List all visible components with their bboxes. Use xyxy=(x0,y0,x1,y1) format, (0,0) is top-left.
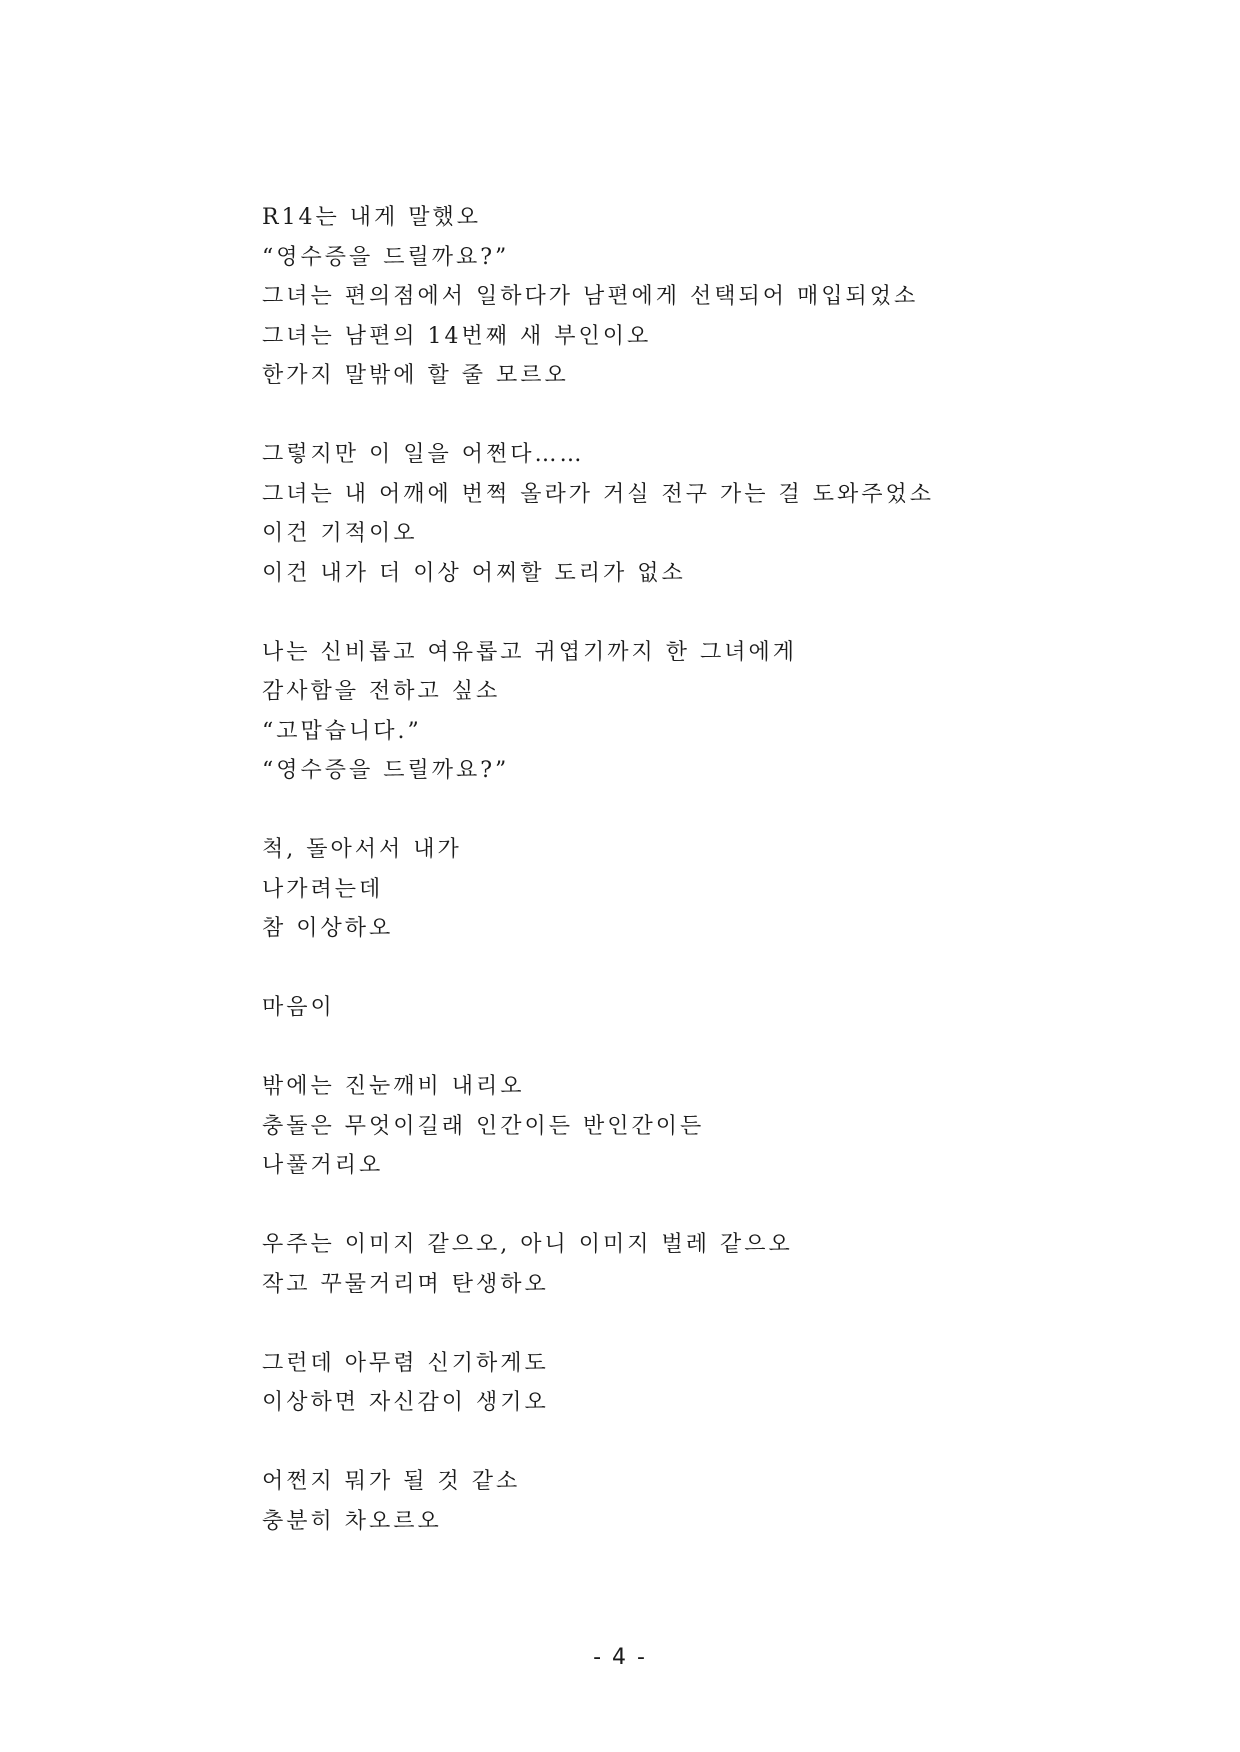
poem-line: 그녀는 내 어깨에 번쩍 올라가 거실 전구 가는 걸 도와주었소 xyxy=(262,481,934,507)
poem-line: 나는 신비롭고 여유롭고 귀엽기까지 한 그녀에게 xyxy=(262,639,798,665)
poem-line: 밖에는 진눈깨비 내리오 xyxy=(262,1074,525,1099)
poem-line: 한가지 말밖에 할 줄 모르오 xyxy=(262,363,569,388)
poem-line: 우주는 이미지 같으오, 아니 이미지 벌레 같으오 xyxy=(262,1232,793,1257)
stanza-2 xyxy=(262,435,1162,593)
poem-line: R14는 내게 말했오 xyxy=(262,205,482,230)
poem-body xyxy=(262,198,1162,1581)
poem-line: 이상하면 자신감이 생기오 xyxy=(262,1390,549,1415)
poem-line: 그녀는 남편의 14번째 새 부인이오 xyxy=(262,323,652,349)
stanza-3 xyxy=(262,633,1162,791)
poem-line: 충돌은 무엇이길래 인간이든 반인간이든 xyxy=(262,1113,705,1139)
poem-line: “영수증을 드릴까요?” xyxy=(262,244,510,270)
stanza-5 xyxy=(262,988,1162,1028)
poem-line: “영수증을 드릴까요?” xyxy=(262,758,510,783)
poem-line: “고맙습니다.” xyxy=(262,718,422,744)
poem-line: 그렇지만 이 일을 어쩐다…… xyxy=(262,442,585,467)
poem-line: 감사함을 전하고 싶소 xyxy=(262,679,501,704)
page-number: - 4 - xyxy=(593,1645,647,1670)
stanza-4 xyxy=(262,830,1162,949)
poem-line: 어쩐지 뭐가 될 것 같소 xyxy=(262,1469,521,1494)
poem-line: 그런데 아무렴 신기하게도 xyxy=(262,1350,549,1376)
stanza-9 xyxy=(262,1462,1162,1541)
poem-line: 그녀는 편의점에서 일하다가 남편에게 선택되어 매입되었소 xyxy=(262,284,919,309)
stanza-1 xyxy=(262,198,1162,396)
poem-line: 마음이 xyxy=(262,995,335,1020)
poem-line: 참 이상하오 xyxy=(262,916,394,941)
poem-line: 나풀거리오 xyxy=(262,1153,384,1178)
stanza-8 xyxy=(262,1344,1162,1423)
poem-line: 나가려는데 xyxy=(262,876,384,902)
poem-line: 이건 내가 더 이상 어찌할 도리가 없소 xyxy=(262,560,686,586)
poem-line: 이건 기적이오 xyxy=(262,521,418,546)
stanza-7 xyxy=(262,1225,1162,1304)
poem-line: 충분히 차오르오 xyxy=(262,1508,442,1534)
poem-line: 척, 돌아서서 내가 xyxy=(262,837,462,862)
poem-line: 작고 꾸물거리며 탄생하오 xyxy=(262,1271,549,1297)
stanza-6 xyxy=(262,1067,1162,1186)
